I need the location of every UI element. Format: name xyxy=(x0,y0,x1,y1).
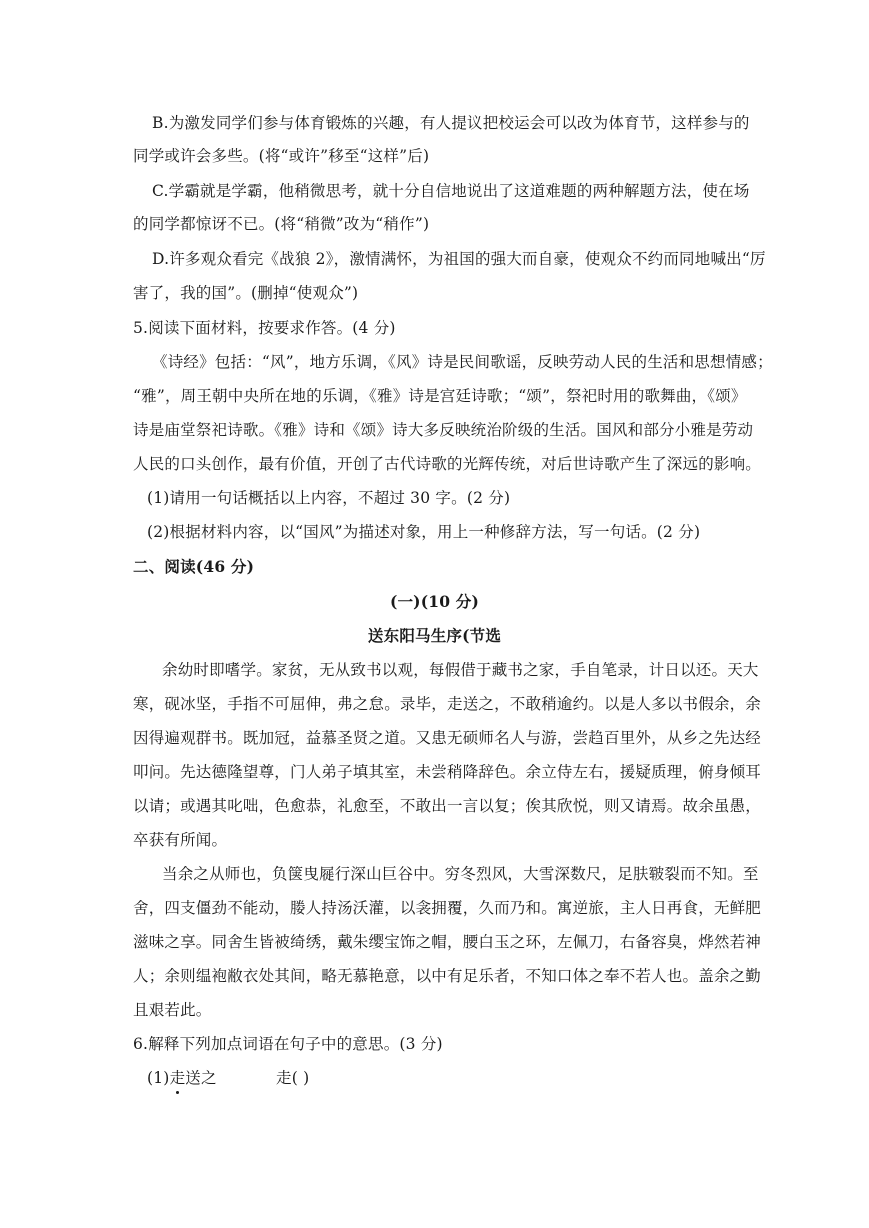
q4-option-c-line1: C.学霸就是学霸，他稍微思考，就十分自信地说出了这道难题的两种解题方法，使在场 xyxy=(152,182,750,200)
essay-title: 送东阳马生序(节选 xyxy=(367,626,502,645)
q5-title: 5.阅读下面材料，按要求作答。(4 分) xyxy=(133,319,396,337)
q4-option-c-line2: 的同学都惊讶不已。(将“稍微”改为“稍作”) xyxy=(133,215,430,233)
q5-material-line4: 人民的口头创作，最有价值，开创了古代诗歌的光辉传统，对后世诗歌产生了深远的影响。 xyxy=(133,455,762,473)
q6-item-1-number: (1) xyxy=(147,1069,170,1087)
q6-title: 6.解释下列加点词语在句子中的意思。(3 分) xyxy=(133,1035,443,1053)
q4-option-d-line2: 害了，我的国”。(删掉“使观众”) xyxy=(133,284,359,302)
q4-option-b-line1: B.为激发同学们参与体育锻炼的兴趣，有人提议把校运会可以改为体育节，这样参与的 xyxy=(152,114,750,132)
essay-p2-line1: 当余之从师也，负箧曳屣行深山巨谷中。穷冬烈风，大雪深数尺，足肤皲裂而不知。至 xyxy=(162,865,759,883)
q6-item-1-rest: 送之 xyxy=(185,1069,217,1087)
essay-p1-line6: 卒获有所闻。 xyxy=(133,831,228,849)
section-2-heading: 二、阅读(46 分) xyxy=(133,557,255,576)
part-1-heading: (一)(10 分) xyxy=(389,592,480,611)
q5-material-line1: 《诗经》包括：“风”，地方乐调，《风》诗是民间歌谣，反映劳动人民的生活和思想情感； xyxy=(152,353,773,371)
q6-item-1-dotted-word: 走 xyxy=(169,1069,186,1087)
q5-material-line2: “雅”，周王朝中央所在地的乐调，《雅》诗是宫廷诗歌；“颂”，祭祀时用的歌舞曲，《颂》 xyxy=(133,387,747,405)
q4-option-d-line1: D.许多观众看完《战狼 2》，激情满怀，为祖国的强大而自豪，使观众不约而同地喊出“厉 xyxy=(152,250,766,268)
q6-item-1-prompt xyxy=(147,1068,217,1088)
essay-p2-line5: 且艰若此。 xyxy=(133,1001,212,1019)
q5-subquestion-1: (1)请用一句话概括以上内容，不超过 30 字。(2 分) xyxy=(147,489,511,507)
q5-material-line3: 诗是庙堂祭祀诗歌。《雅》诗和《颂》诗大多反映统治阶级的生活。国风和部分小雅是劳动 xyxy=(133,421,754,439)
essay-p2-line4: 人；余则缊袍敝衣处其间，略无慕艳意，以中有足乐者，不知口体之奉不若人也。盖余之勤 xyxy=(133,967,762,985)
q5-subquestion-2: (2)根据材料内容，以“国风”为描述对象，用上一种修辞方法，写一句话。(2 分) xyxy=(147,523,701,541)
q6-item-1-answer-blank[interactable]: 走( ) xyxy=(276,1069,310,1087)
essay-p2-line2: 舍，四支僵劲不能动，媵人持汤沃灌，以衾拥覆，久而乃和。寓逆旅，主人日再食，无鲜肥 xyxy=(133,899,762,917)
essay-p1-line2: 寒，砚冰坚，手指不可屈伸，弗之怠。录毕，走送之，不敢稍逾约。以是人多以书假余，余 xyxy=(133,695,762,713)
essay-p1-line3: 因得遍观群书。既加冠，益慕圣贤之道。又患无硕师名人与游，尝趋百里外，从乡之先达经 xyxy=(133,729,762,747)
essay-p1-line4: 叩问。先达德隆望尊，门人弟子填其室，未尝稍降辞色。余立侍左右，援疑质理，俯身倾耳 xyxy=(133,763,762,781)
essay-p1-line5: 以请；或遇其叱咄，色愈恭，礼愈至，不敢出一言以复；俟其欣悦，则又请焉。故余虽愚， xyxy=(133,797,762,815)
essay-p1-line1: 余幼时即嗜学。家贫，无从致书以观，每假借于藏书之家，手自笔录，计日以还。天大 xyxy=(162,661,759,679)
q4-option-b-line2: 同学或许会多些。(将“或许”移至“这样”后) xyxy=(133,147,430,165)
essay-p2-line3: 滋味之享。同舍生皆被绮绣，戴朱缨宝饰之帽，腰白玉之环，左佩刀，右备容臭，烨然若神 xyxy=(133,933,762,951)
